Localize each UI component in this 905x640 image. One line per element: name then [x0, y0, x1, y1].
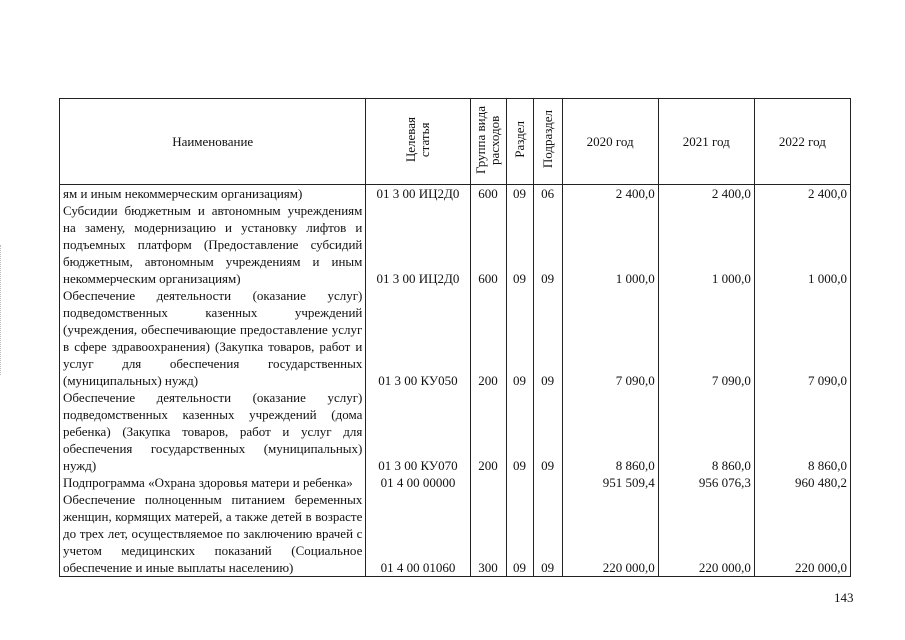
- row-expense-group: [470, 474, 506, 491]
- row-target-article: 01 4 00 00000: [366, 474, 470, 491]
- row-value-2020: 951 509,4: [562, 474, 658, 491]
- row-expense-group: 600: [470, 202, 506, 287]
- row-expense-group: 600: [470, 185, 506, 203]
- table-header-row: [60, 99, 851, 185]
- row-subsection: 09: [533, 202, 562, 287]
- header-expense-group: [470, 99, 506, 185]
- row-target-article: 01 3 00 КУ050: [366, 287, 470, 389]
- row-value-2022: 2 400,0: [754, 185, 850, 203]
- header-year-2022: 2022 год: [754, 99, 850, 185]
- row-section: 09: [506, 185, 533, 203]
- row-value-2021: 2 400,0: [658, 185, 754, 203]
- row-value-2022: 220 000,0: [754, 491, 850, 577]
- row-value-2022: 1 000,0: [754, 202, 850, 287]
- row-subsection: [533, 474, 562, 491]
- row-subsection: 06: [533, 185, 562, 203]
- header-expense-group-label: Группа вида расходов: [473, 105, 503, 174]
- row-section: 09: [506, 287, 533, 389]
- table-row: [60, 491, 851, 577]
- row-value-2021: 8 860,0: [658, 389, 754, 474]
- header-name: Наименование: [60, 99, 366, 185]
- header-section: [506, 99, 533, 185]
- table-row: [60, 389, 851, 474]
- row-value-2020: 2 400,0: [562, 185, 658, 203]
- row-value-2021: 220 000,0: [658, 491, 754, 577]
- header-target-article: [366, 99, 470, 185]
- row-value-2020: 220 000,0: [562, 491, 658, 577]
- budget-table: [59, 98, 851, 577]
- row-value-2022: 7 090,0: [754, 287, 850, 389]
- row-value-2020: 8 860,0: [562, 389, 658, 474]
- row-value-2021: 7 090,0: [658, 287, 754, 389]
- row-section: 09: [506, 491, 533, 577]
- row-target-article: 01 3 00 ИЦ2Д0: [366, 185, 470, 203]
- header-year-2020: 2020 год: [562, 99, 658, 185]
- table-row: [60, 202, 851, 287]
- row-target-article: 01 3 00 КУ070: [366, 389, 470, 474]
- table-row: [60, 474, 851, 491]
- row-value-2022: 960 480,2: [754, 474, 850, 491]
- row-section: 09: [506, 389, 533, 474]
- row-name: ям и иным некоммерческим организациям): [60, 185, 366, 203]
- row-value-2020: 1 000,0: [562, 202, 658, 287]
- header-section-label: Раздел: [511, 121, 527, 158]
- row-subsection: 09: [533, 491, 562, 577]
- row-subsection: 09: [533, 287, 562, 389]
- page-number: 143: [834, 590, 854, 605]
- row-value-2020: 7 090,0: [562, 287, 658, 389]
- row-target-article: 01 3 00 ИЦ2Д0: [366, 202, 470, 287]
- row-value-2021: 1 000,0: [658, 202, 754, 287]
- row-value-2022: 8 860,0: [754, 389, 850, 474]
- row-name: Обеспечение полноценным питанием беременных женщин, кормящих матерей, а также детей в возрасте до трех лет, осуществляемое по заключению врачей с учетом медицинских показаний (Социальное обеспечение и иные выплаты населению): [60, 491, 366, 577]
- scan-margin-mark: [0, 245, 2, 375]
- row-value-2021: 956 076,3: [658, 474, 754, 491]
- row-name: Подпрограмма «Охрана здоровья матери и ребенка»: [60, 474, 366, 491]
- header-year-2021: 2021 год: [658, 99, 754, 185]
- table-row: [60, 185, 851, 203]
- row-name: Обеспечение деятельности (оказание услуг) подведомственных казенных учреждений (учреждения, обеспечивающие предоставление услуг в сфере здравоохранения) (Закупка товаров, работ и услуг для обеспечения государственных (муниципальных) нужд): [60, 287, 366, 389]
- row-name: Субсидии бюджетным и автономным учреждениям на замену, модернизацию и установку лифтов и подъемных платформ (Предоставление субсидий бюджетным, автономным учреждениям и иным некоммерческим организациям): [60, 202, 366, 287]
- header-subsection: [533, 99, 562, 185]
- row-name: Обеспечение деятельности (оказание услуг) подведомственных казенных учреждений (дома ребенка) (Закупка товаров, работ и услуг для обеспечения государственных (муниципальных) нужд): [60, 389, 366, 474]
- row-section: 09: [506, 202, 533, 287]
- table-row: [60, 287, 851, 389]
- row-expense-group: 200: [470, 287, 506, 389]
- row-target-article: 01 4 00 01060: [366, 491, 470, 577]
- row-expense-group: 300: [470, 491, 506, 577]
- row-subsection: 09: [533, 389, 562, 474]
- header-subsection-label: Подраздел: [539, 110, 555, 169]
- row-section: [506, 474, 533, 491]
- header-target-article-label: Целевая статья: [402, 116, 432, 163]
- row-expense-group: 200: [470, 389, 506, 474]
